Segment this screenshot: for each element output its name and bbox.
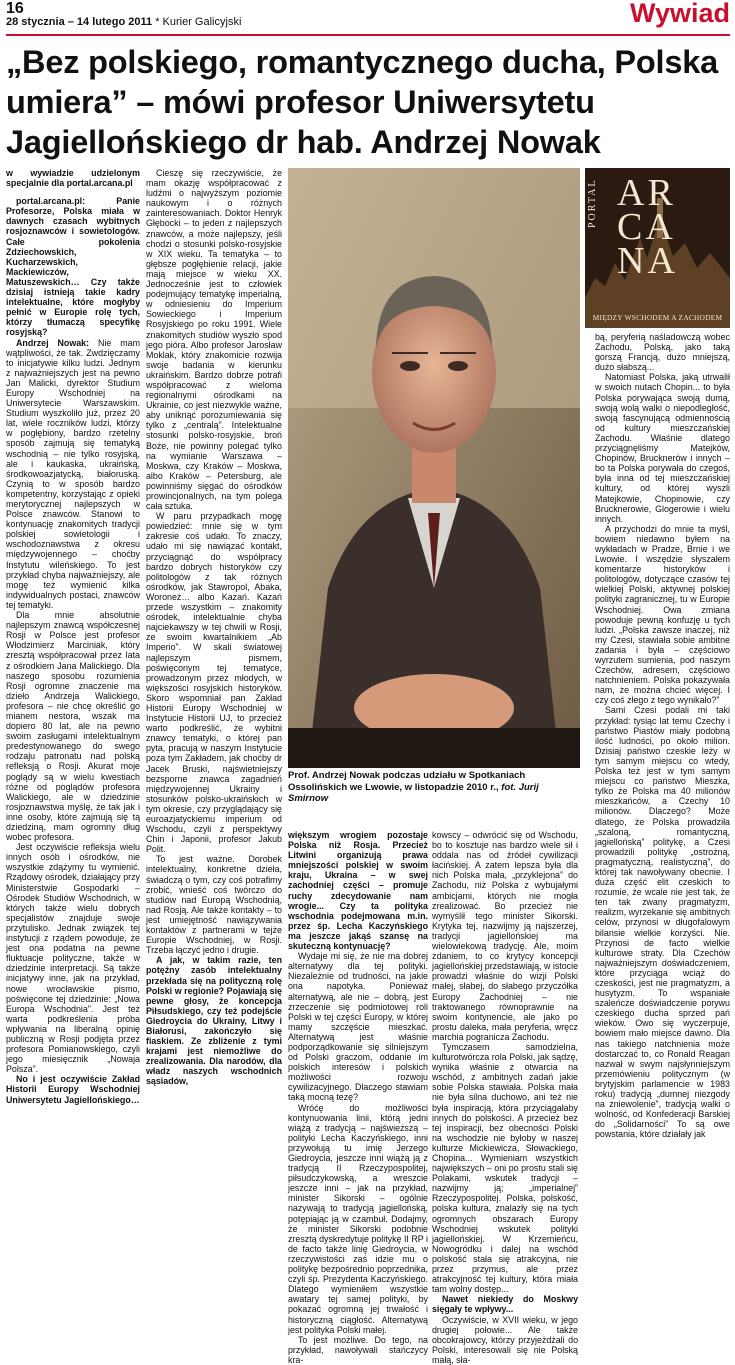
question-3-text: A jak, w takim razie, ten potężny zasób intelektualny przekłada się na polityczną rolę Polski w regionie? Pojawiają się pewne głosy, że koncepcja Piłsudskiego, czy też podejście Giedroycia do Ukrainy, Litwy i Białorusi, zakończyło się fiaskiem. Ze zbliżenie z tymi krajami jest niemożliwe do zrealizowania. Dla narodów, dla władz naszych wschodnich sąsiadów,: [146, 955, 282, 1087]
question-3-continued-text: większym wrogiem pozostaje Polska niż Rosja. Przecież Litwini organizują prawa mniejszości polskiej w swoim kraju, Ukraina – w swej zachodniej części – promuje ruchy zdecydowanie nam wrogie... Czy ta polityka wschodnia podejmowana m.in. przez śp. Lecha Kaczyńskiego ma jeszcze jakąś szansę na skuteczną kontynuację?: [288, 830, 428, 952]
subheading: Nawet niekiedy do Moskwy sięgały te wpływy...: [432, 1294, 578, 1315]
page-header: [6, 0, 730, 34]
caption-credit: fot. Jurij Smirnow: [288, 781, 539, 804]
logo-portal-text: PORTAL: [587, 178, 598, 228]
col5-paragraph-3: A przychodzi do mnie ta myśl, bowiem niedawno byłem na wykładach w Pradze, Brnie i we Lwowie. I wszędzie słyszałem komentarze historyków i politologów, dotyczące czasów tej wielkiej Polski, aktywnej polskiej polityki zagranicznej, tu w Europie Wschodniej. Owa zmiana powoduje pewną konfuzję u tych ludzi. „Polska zawsze inaczej, niż my Czesi, stawiała sobie ambitne zadania i była – częściowo wyrzutem sumienia, pod naszym Czechów, adresem, częściowo natchnieniem. Polska pokazywała nam, że można chcieć więcej. I czy coś złego z tego wynikało?”: [595, 523, 730, 706]
header-rule: [6, 34, 730, 36]
col5-paragraph-1: bą, peryferią naśladowczą wobec Zachodu, Polską, jako taką gorszą Francją, dużo mniejszą, dużo słabszą...: [595, 332, 730, 373]
col3-paragraph-1: Wydaje mi się, że nie ma dobrej alternatywy dla tej polityki. Niezależnie od trudności, na jakie ona napotyka. Ponieważ alternatywą, ale nie – dobrą, jest zrzeczenie się podmiotowej roli Polski w tej części Europy, w której mamy szczęście mieszkać. Alternatywą jest właśnie podporządkowanie się silniejszym od Polski graczom, oddanie im polskich interesów i polskich możliwości rozwoju cywilizacyjnego. Dlaczego stawiam taką mocną tezę?: [288, 951, 428, 1103]
col3-paragraph-3: To jest możliwe. Do tego, na przykład, nawoływali stańczycy kra-: [288, 1334, 428, 1365]
issue-date: [6, 16, 241, 28]
speaker-label: Andrzej Nowak:: [16, 337, 90, 348]
col1-paragraph-2: Dla mnie absolutnie najlepszym znawcą współczesnej Rosji w Polsce jest profesor Włodzimierz Marciniak, który zresztą współpracował przez lata z ośrodkiem Jana Malickiego. Dla naszego sposobu rozumienia Rosji ogromne znaczenie ma dzieło Andrzeja Walickiego, profesora – nie chcę określić go mianem nestora, wszak ma dopiero 80 lat, ale na pewno swoim zasługami intelektualnym predestynowanego do swego rodzaju patronatu nad polską refleksją o Rosji. Akurat moje poglądy są w wielu kwestiach różne od poglądów profesora Walickiego, ale w dziedzinie rosjoznawstwa myślę, że tak jak i inne osoby, które zajmują się tą dziedziną, mam ogromny dług wobec profesora.: [6, 610, 140, 843]
logo-line-1: AR: [617, 172, 676, 214]
arcana-portal-logo: [585, 168, 730, 328]
column-2: [146, 168, 282, 1104]
col1-paragraph-3: Jest oczywiście refleksja wielu innych osób i ośrodków, nie wszystkie zdążymy tu wymienić. Rządowy ośrodek, działający przy Ministerstwie Gospodarki – Ośrodek Studiów Wschodnich, w których także wielu dobrych specjalistów znajduje swoje przytulisko. Jednak związek tej instytucji z rządem powoduje, że jest ona podatna na pewne fluktuacje polityczne, także w dziedzinie interpretacji. Są także inicjatywy inne, jak na przykład, nowe wrocławskie pismo, poświęcone tej dziedzinie: „Nowa Europa Wschodnia”. Jest też warta podkreślenia próba wpływania na liberalną opinię publiczną w Rosji podjęta przez profesora Pomianowskiego, czyli jego miesięcznik „Nowaja Polsza”.: [6, 842, 140, 1075]
col4-paragraph-1: kowscy – odwrócić się od Wschodu, bo to kosztuje nas bardzo wiele sił i oddala nas od źródeł cywilizacji łacińskiej. A zatem lepsza była dla nich Polska mała, „przyklejona” do Zachodu, niż Polska z wybujałymi ambicjami, których nie mogła zrealizować. Bo przecież nie wymyślił tego minister Sikorski. Krytyka tej, nazwijmy ją najszerzej, tradycji jagiellońskiej ma wielowiekową tradycję. Ale, moim zdaniem, to co krytycy koncepcji jagiellońskiej przedstawiają, w istocie prowadzi właśnie do wizji Polski małej, słabej, do słabego przyczółka Europy Zachodniej – nie traktowanego równoprawnie na swoim kontynencie, ale jako po prostu daleka, mała peryferia, wręcz marchia pogranicza Zachodu.: [432, 830, 579, 1042]
column-4: [432, 830, 579, 1365]
logo-tagline: MIĘDZY WSCHODEM A ZACHODEM: [592, 313, 723, 322]
intro-line: [6, 168, 140, 188]
col2-paragraph-2: W paru przypadkach mogę powiedzieć: mnie się w tym zakresie coś udało. To znaczy, udało mi się nawiązać kontakt, przyciągnąć do współpracy bardzo dobrych historyków czy politologów z tak różnych ośrodków, jak Stawropol, Abaka, Woroneż… albo Kazań. Kazań przede wszystkim – znakomity ośrodek, intelektualnie chyba najciekawszy w tej chwili w Rosji, ze swoim kwartalnikiem „Ab Imperio”. W skali światowej najlepszym pismem, poświęconym tej tematyce, prowadzonym przez młodych, w większości rosyjskich historyków. Skoro wspomniał pan Zakład Historii Europy Wschodniej w Instytucie Historii UJ, to przecież warto podkreślić, że wybitni znawcy tematyki, o której pan pyta, pracują w naszym Instytucie poza tym Zakładem, jak choćby dr Jacek Bruski, najświetniejszy bezsporne znawca zagadnień międzywojennej Ukrainy i stosunków polsko-ukraińskich w tym okresie, czy przyglądający się euroazjatyckiemu imperium od Wschodu, czyli z perspektywy Chin i Japonii, profesor Jakub Polit.: [146, 511, 282, 855]
answer-1: [6, 338, 140, 611]
photo-caption: [288, 770, 580, 805]
question-3: [146, 955, 282, 1086]
logo-line-2: CA: [617, 206, 676, 248]
intro-text: w wywiadzie udzielonym specjalnie dla portal.arcana.pl: [6, 168, 140, 189]
question-1: [6, 196, 140, 337]
question-2-text: No i jest oczywiście Zakład Historii Europy Wschodniej Uniwersytetu Jagiellońskiego…: [6, 1074, 140, 1105]
question-1-text: portal.arcana.pl: Panie Profesorze, Polska miała w dawnych czasach wybitnych rosjoznawców i sowietologów. Całe pokolenia Zdziechowskich, Kucharzewskich, Mackiewiczów, Matuszewskich… Czy także dzisiaj istnieją takie kadry intelektualne, które mogłyby pełnić w Europie rolę tych, którzy tłumaczą specyfikę rosyjską?: [6, 196, 140, 338]
headline: „Bez polskiego, romantycznego ducha, Polska umiera” – mówi profesor Uniwersytetu Jagiellońskiego dr hab. Andrzej Nowak: [6, 44, 718, 160]
interview-photo: [288, 168, 580, 768]
publication-name: * Kurier Galicyjski: [152, 16, 242, 28]
caption-text: Prof. Andrzej Nowak podczas udziału w Spotkaniach Ossolińskich we Lwowie, w listopadzie 2010 r.,: [288, 770, 526, 793]
col2-paragraph-3: To jest ważne. Dorobek intelektualny, konkretne dzieła, świadczą o tym, czy coś potrafimy zrobić, wnieść coś twórczo do studiów nad Europą Wschodnią, nad Rosją. Ale także kontakty – to jest umiejętność nawiązywania kontaktów z partnerami w tejże Europie Wschodniej, w Rosji. Trzeba łączyć jedno i drugie.: [146, 854, 282, 956]
section-label: Wywiad: [629, 0, 730, 28]
column-5: [595, 332, 730, 1140]
logo-wordmark: [617, 172, 678, 282]
col5-paragraph-2: Natomiast Polska, jaką utrwalił w swoich nutach Chopin... to była Polska porywająca swoją dumą, swoją wolą walki o niepodległość, swoją fascynującą odmiennością od kultury mieszczańskiej Zachodu. Właśnie dlatego przyciągnęliśmy Matejków, Chopinów, Brucknerów i innych – bo ta Polska porywała do czegoś, była inna od tej mieszczańskiej kultury, od której wyszli Matejkowie, Chopinowie, czy Brucknerowie, Glogerowie i wielu innych.: [595, 372, 730, 524]
logo-line-3: NA: [617, 240, 678, 282]
issue-date-text: 28 stycznia – 14 lutego 2011: [6, 16, 153, 28]
col2-paragraph-1: Cieszę się rzeczywiście, że mam okazję współpracować z ludźmi o najwyższym poziomie naukowym i o różnych zainteresowaniach. Doktor Henryk Głębocki – to jeden z najlepszych znawców, a może najlepszy, jeśli chodzi o stosunki polsko-rosyjskie w XIX wieku. Ta tematyka – to głębsze pogłębienie relacji, jakie mają miejsce w wieku XX. Jednocześnie jest to człowiek podejmujący tematykę imperialną, w odniesieniu do Imperium Sowieckiego i Imperium Rosyjskiego po roku 1991. Wiele znakomitych studiów wyszło spod jego pióra. Albo profesor Jarosław Moklak, który znakomicie rozwija swoje badania w kierunku ukraińskim. Bardzo dobrze potrafi współpracować z wieloma regionalnymi ośrodkami na Ukrainie, co jest niezwykle ważne, aby uniknąć porozumiewania się tylko z „centralą”. Intelektualne stosunki polsko-rosyjskie, broń Boże, nie powinny polegać tylko na wymianie Warszawa – Moskwa, czy Kraków – Moskwa, albo Kraków – Petersburg, ale powinniśmy sięgać do ośrodków prowincjonalnych, na tym polega cała sztuka.: [146, 168, 282, 512]
column-1: [6, 168, 140, 1104]
question-3-continued: [288, 830, 428, 951]
col4-paragraph-3: Oczywiście, w XVII wieku, w jego drugiej połowie... Ale także obcokrajowcy, którzy przyjeżdżali do Polski, interesowali się nie Polską małą, sła-: [432, 1314, 578, 1365]
question-2: [6, 1074, 140, 1104]
col3-paragraph-2: Wróćę do możliwości kontynuowania linii, którą jedni wiążą z tradycją – najświeższą – polityki Lecha Kaczyńskiego, inni przywołują tu imię Jerzego Giedroycia, jeszcze inni wiążą ją z tradycją II Rzeczypospolitej, piłsudczykowską, a wreszcie jeszcze inni – jak na przykład, minister Sikorski – ogólnie nazywają to tradycją jagiellońską, potępiając ją w czambuł. Dodajmy, że minister Sikorski podobnie zresztą dyskredytuje politykę II RP i de facto także linię Giedroycia, w rzeczywistości zaś idzie mu o politykę bezpośrednio poprzednika, czyli śp. Prezydenta Kaczyńskiego. Dlatego wymieniłem wszystkie awatary tej samej polityki, by pokazać ogromną jej trwałość i historyczną ciągłość. Alternatywą jest polityka Polski małej.: [288, 1102, 428, 1335]
answer-1-text: Nie mam wątpliwości, że tak. Zwdzięczamy to inicjatywie kilku ludzi. Jednym z najważniejszych jest na pewno Jan Malicki, dyrektor Studium Europy Wschodniej na Uniwersytecie Warszawskim. Studium wyszkoliło już, przez 20 lat, wiele roczników ludzi, którzy w pogłębiony, bardzo rzetelny sposób zajmują się tematyką wschodnią – nie tylko rosyjską, ale i kaukaska, ukraińską, środkowoazjatycką, białoruską. Czynią to w sposób bardzo kompetentny, korzystając z opieki merytorycznej najlepszych w Polsce znawców. Stanowi to kontynuację znakomitych tradycji polskiej sowietologii i wschodoznawstwa z okresu międzywojennego – choćby Instytutu wileńskiego. To jest przykład chyba najważniejszy, ale mogę też wymienić kilka indywidualnych postaci, znawców tej tematyki.: [6, 337, 140, 610]
page-number: 16: [6, 0, 24, 17]
col5-paragraph-4: Sami Czesi podali mi taki przykład: tysiąc lat temu Czechy i państwo Piastów miały podobną ilość ludności, po około milion. Dzisiaj państwo czeskie leży w tym samym miejscu co wtedy, Polska też jest w tym samym miejscu co państwo Mieszka, tylko że Polska ma 40 milionów mieszkańców, a Czechy 10 milionów. Dlaczego? Może dlatego, że Polska prowadziła „szaloną, romantyczną, jagiellońską” politykę, a Czesi prowadzili politykę „ostrożną, pragmatyczną, realistyczną”, do której tak nawoływany obecnie. I duża część elit czeskich to rozumie, że wcale nie jest tak, że ten tak zwany pragmatyzm, realizm, wyrzekanie się ambitnych celów, przynosi w długofalowym bilansie wielkie korzyści. Nie. Przynosi de facto wielkie kulturowe straty. Dla Czechów najważniejszym doświadczeniem, które przyciąga wciąż do czeskości, jest nie pragmatyzm, a husytyzm. To wspaniałe szaleńcze doświadczenie porywu czeskiego ducha sprzed pań wieków. Owo się wyczerpuje, bowiem mało miejsce dawno. Dla nas takiego natchnienia może dostarczać to, co Ronald Reagan nazwał w swym najsłynniejszym przemówieniu politycznym (w brytyjskim parlamencie w 1983 roku) tradycją „dumnej niezgody na zniewolenie”, tradycją walki o wolność, od Konfederacji Barskiej do „Solidarności” To są owe powstania, które działały jak: [595, 705, 730, 1140]
column-3: [288, 830, 428, 1365]
photo-portrait: [288, 168, 580, 768]
col4-paragraph-2: Tymczasem samodzielna, kulturotwórcza rola Polski, jak sądzę, wynika właśnie z otwarcia na wschód, z ambitnych zadań jakie sobie Polska stawiała. Polska mała nie była silna duchowo, ani też nie była inspiracją, która przyciągałaby innych do polskości. A przecież bez tej inspiracji, bez obecności Polski na wschodzie nie byłoby w naszej kulturze Mickiewicza, Słowackiego, Chopina... Wymieniam wszystkich największych – oni po prostu stali się Polakami, wskutek tradycji – nazwijmy ją; „imperialnej” Rzeczypospolitej. Polska, polskość, polska kultura, znalazły się na tych ogromnych obszarach Europy Wschodniej wskutek polityki jagiellońskiej. W Krzemieńcu, Nowogródku i dalej na wschód polskość stała się atrakcyjna, nie przez przymus, ale przez atrakcyjność tej kultury, która miała tam wolny dostęp...: [432, 1041, 578, 1295]
